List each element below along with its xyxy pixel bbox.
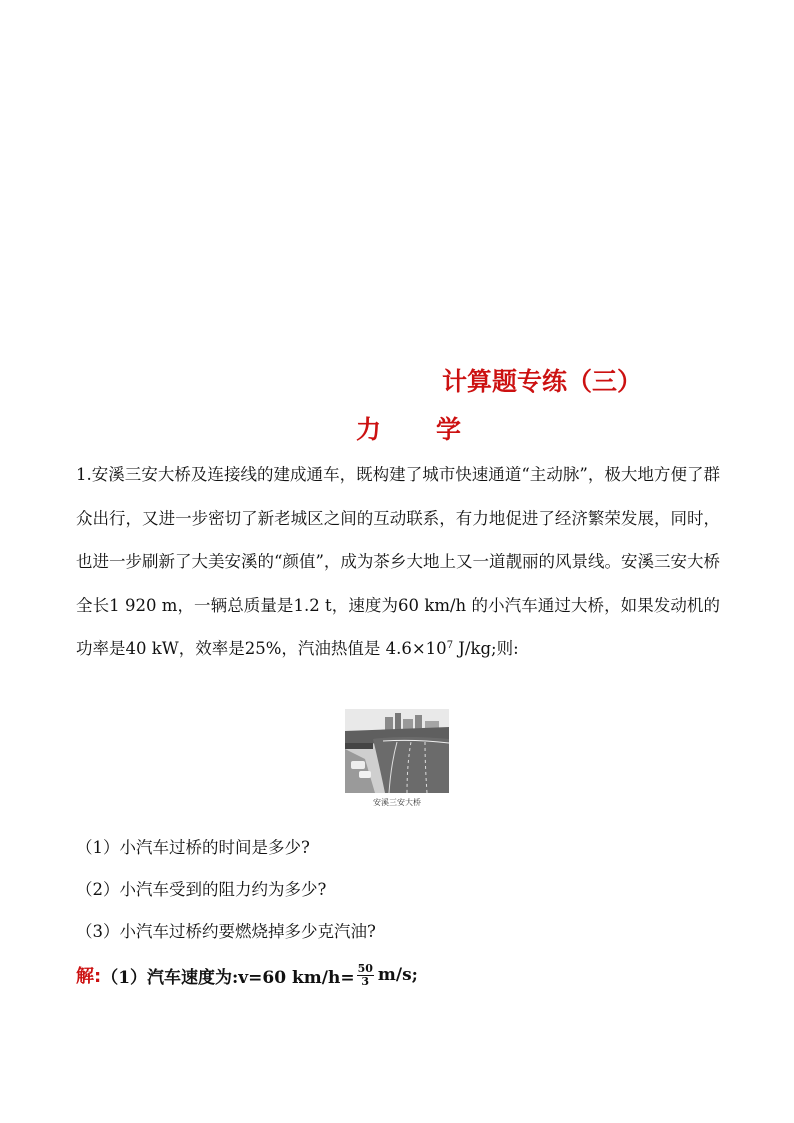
fraction-denominator: 3 (361, 974, 370, 988)
bridge-photo (345, 709, 449, 793)
solution-text: （1）汽车速度为:v=60 km/h= (101, 967, 355, 988)
figure-caption: 安溪三安大桥 (373, 798, 421, 807)
fraction-numerator: 50 (357, 961, 373, 975)
title-line2 (356, 410, 461, 446)
problem-statement (76, 453, 720, 671)
question-1: （1）小汽车过桥的时间是多少? (76, 838, 310, 857)
question-2: （2）小汽车受到的阻力约为多少? (76, 880, 327, 899)
title-line2-char2: 学 (436, 415, 462, 444)
solution-label: 解: (76, 966, 102, 987)
bridge-photo-image (345, 709, 449, 793)
fraction (357, 963, 374, 988)
title-line2-char1: 力 (356, 415, 382, 444)
title-line1: 计算题专练（三） (442, 367, 643, 396)
solution-unit: m/s; (377, 965, 418, 985)
solution-line (76, 962, 418, 988)
problem-text-end: J/kg;则: (453, 639, 519, 658)
problem-text: 1.安溪三安大桥及连接线的建成通车，既构建了城市快速通道“主动脉”，极大地方便了群众出行，又进一步密切了新老城区之间的互动联系，有力地促进了经济繁荣发展，同时，也进一步刷新了大美安溪的“颜值”，成为茶乡大地上又一道靓丽的风景线。安溪三安大桥全长1 920 m，一辆总质量是1.2 t，速度为60 km/h 的小汽车通过大桥，如果发动机的功率是40 kW，效率是25%，汽油热值是 4.6×10 (76, 465, 720, 658)
exponent: 7 (446, 640, 454, 651)
question-3: （3）小汽车过桥约要燃烧掉多少克汽油? (76, 922, 376, 941)
